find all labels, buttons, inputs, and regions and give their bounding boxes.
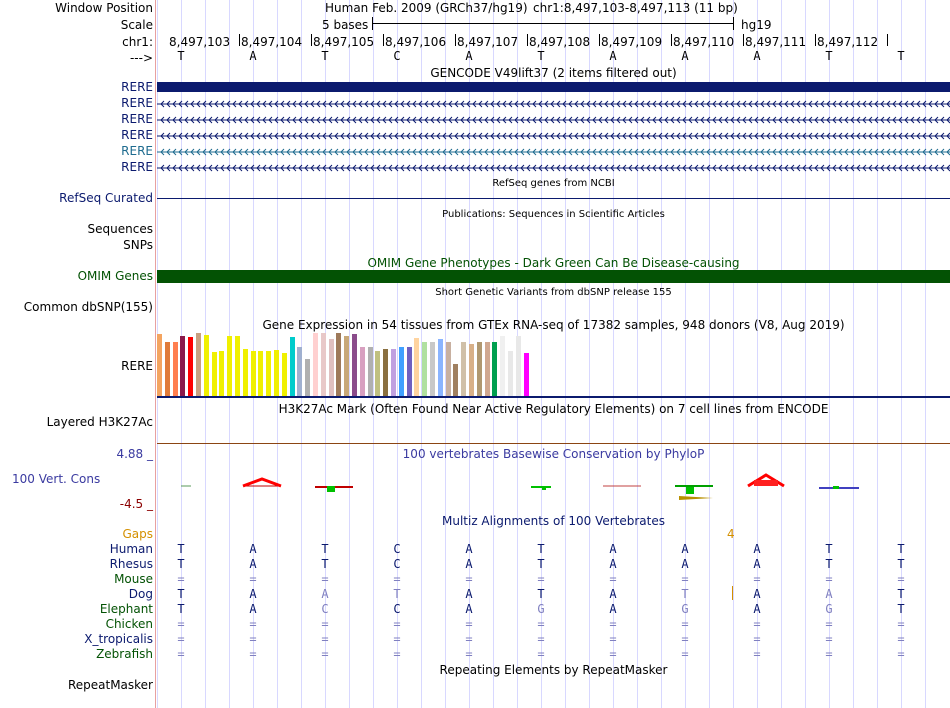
aligned-base: A <box>249 542 257 556</box>
aligned-base: = <box>753 572 761 586</box>
gtex-tissue-bar[interactable] <box>453 364 458 396</box>
reference-base: T <box>537 49 545 63</box>
gtex-tissue-bar[interactable] <box>204 335 209 396</box>
omim-track-label[interactable]: OMIM Genes <box>77 269 153 283</box>
species-label[interactable]: Chicken <box>105 617 153 631</box>
refseq-track-label[interactable]: RefSeq Curated <box>59 191 153 205</box>
reference-base: T <box>177 49 185 63</box>
aligned-base: T <box>537 542 545 556</box>
phylop-track-title: 100 vertebrates Basewise Conservation by PhyloP <box>402 447 705 461</box>
aligned-base: A <box>753 542 761 556</box>
gtex-tissue-bar[interactable] <box>461 342 466 396</box>
aligned-base: A <box>465 602 473 616</box>
aligned-base: = <box>393 632 401 646</box>
gtex-tissue-bar[interactable] <box>360 347 365 396</box>
aligned-base: A <box>681 557 689 571</box>
aligned-base: A <box>321 587 329 601</box>
publications-track-title: Publications: Sequences in Scientific Articles <box>442 209 665 220</box>
gtex-tissue-bar[interactable] <box>157 334 162 396</box>
aligned-base: = <box>321 632 329 646</box>
gtex-tissue-bar[interactable] <box>180 336 185 396</box>
assembly-short-label: hg19 <box>741 18 772 32</box>
species-label[interactable]: Mouse <box>114 572 153 586</box>
gencode-track-title: GENCODE V49lift37 (2 items filtered out) <box>430 66 677 80</box>
species-label[interactable]: Dog <box>128 587 153 601</box>
gtex-tissue-bar[interactable] <box>399 347 404 396</box>
gencode-item-label[interactable]: RERE <box>121 128 153 142</box>
aligned-base: = <box>249 632 257 646</box>
multiz-track-title: Multiz Alignments of 100 Vertebrates <box>441 514 666 528</box>
gtex-tissue-bar[interactable] <box>336 333 341 396</box>
gtex-tissue-bar[interactable] <box>290 337 295 396</box>
aligned-base: = <box>465 632 473 646</box>
aligned-base: = <box>393 617 401 631</box>
species-label[interactable]: Rhesus <box>109 557 153 571</box>
scale-bar <box>372 23 734 24</box>
aligned-base: A <box>825 587 833 601</box>
gencode-item-label[interactable]: RERE <box>121 112 153 126</box>
phylop-track-label[interactable]: 100 Vert. Cons <box>12 472 101 486</box>
aligned-base: = <box>537 647 545 661</box>
aligned-base: = <box>897 632 905 646</box>
aligned-base: = <box>609 632 617 646</box>
coordinate-tick <box>311 34 312 46</box>
aligned-base: = <box>753 632 761 646</box>
aligned-base: = <box>537 572 545 586</box>
gtex-tissue-bar[interactable] <box>235 336 240 396</box>
phylop-plot[interactable] <box>157 470 950 506</box>
gtex-tissue-bar[interactable] <box>266 351 271 396</box>
reference-base: A <box>753 49 761 63</box>
coordinate-tick <box>887 34 888 46</box>
reference-base: A <box>465 49 473 63</box>
gtex-tissue-bar[interactable] <box>391 349 396 396</box>
aligned-base: T <box>321 557 329 571</box>
h3k27ac-track-label[interactable]: Layered H3K27Ac <box>46 415 153 429</box>
coordinate-tick <box>455 34 456 46</box>
aligned-base: A <box>609 557 617 571</box>
gtex-tissue-bar[interactable] <box>305 359 310 396</box>
aligned-base: = <box>465 572 473 586</box>
aligned-base: = <box>681 617 689 631</box>
aligned-base: A <box>753 602 761 616</box>
gencode-item-label[interactable]: RERE <box>121 144 153 158</box>
gtex-tissue-bar[interactable] <box>329 339 334 396</box>
aligned-base: T <box>681 587 689 601</box>
gtex-tissue-bar[interactable] <box>492 342 497 396</box>
aligned-base: C <box>321 602 329 616</box>
coordinate-label: 8,497,105 <box>313 35 375 49</box>
aligned-base: T <box>537 557 545 571</box>
aligned-base: = <box>681 572 689 586</box>
aligned-base: = <box>177 572 185 586</box>
aligned-base: A <box>465 587 473 601</box>
aligned-base: A <box>249 602 257 616</box>
aligned-base: T <box>177 587 185 601</box>
reference-base: T <box>825 49 833 63</box>
gencode-gene-arrows[interactable] <box>157 130 950 140</box>
aligned-base: = <box>465 647 473 661</box>
aligned-base: T <box>825 542 833 556</box>
gtex-tissue-bar[interactable] <box>258 351 263 396</box>
aligned-base: A <box>753 557 761 571</box>
gtex-tissue-bar[interactable] <box>368 347 373 396</box>
gtex-tissue-bar[interactable] <box>352 334 357 396</box>
gencode-gene-arrows[interactable] <box>157 114 950 124</box>
aligned-base: = <box>177 647 185 661</box>
aligned-base: C <box>393 557 401 571</box>
gtex-tissue-bar[interactable] <box>282 353 287 396</box>
gtex-tissue-bar[interactable] <box>430 342 435 396</box>
aligned-base: G <box>825 602 833 616</box>
aligned-base: T <box>393 587 401 601</box>
gtex-expression-bars[interactable] <box>157 333 533 396</box>
position-range: chr1:8,497,103-8,497,113 (11 bp) <box>533 1 738 15</box>
aligned-base: T <box>897 557 905 571</box>
coordinate-label: 8,497,109 <box>601 35 663 49</box>
aligned-base: = <box>177 632 185 646</box>
gtex-tissue-bar[interactable] <box>219 351 224 396</box>
coordinate-label: 8,497,104 <box>241 35 303 49</box>
aligned-base: = <box>681 647 689 661</box>
track-labels-column <box>0 0 155 708</box>
repeatmasker-track-title: Repeating Elements by RepeatMasker <box>439 663 668 677</box>
gencode-item-label[interactable]: RERE <box>121 96 153 110</box>
gtex-tissue-bar[interactable] <box>196 333 201 396</box>
reference-base: A <box>249 49 257 63</box>
coordinate-tick <box>743 34 744 46</box>
aligned-base: A <box>249 587 257 601</box>
gencode-gene-block[interactable] <box>157 82 950 92</box>
gtex-tissue-bar[interactable] <box>524 353 529 396</box>
gtex-tissue-bar[interactable] <box>188 337 193 396</box>
gtex-tissue-bar[interactable] <box>414 338 419 396</box>
aligned-base: = <box>825 647 833 661</box>
aligned-base: G <box>537 602 545 616</box>
aligned-base: T <box>177 602 185 616</box>
scale-label: Scale <box>120 18 153 32</box>
aligned-base: = <box>321 617 329 631</box>
species-label[interactable]: Zebrafish <box>96 647 153 661</box>
gtex-tissue-bar[interactable] <box>446 342 451 396</box>
gencode-item-label[interactable]: RERE <box>121 160 153 174</box>
aligned-base: T <box>537 587 545 601</box>
h3k27ac-track-title: H3K27Ac Mark (Often Found Near Active Regulatory Elements) on 7 cell lines from ENCODE <box>278 402 829 416</box>
reference-base: A <box>681 49 689 63</box>
aligned-base: T <box>177 542 185 556</box>
gtex-tissue-bar[interactable] <box>407 347 412 396</box>
coordinate-tick <box>671 34 672 46</box>
gtex-tissue-bar[interactable] <box>313 333 318 396</box>
coordinate-label: 8,497,110 <box>673 35 735 49</box>
coordinate-label: 8,497,111 <box>745 35 807 49</box>
phylop-min-label: -4.5 _ <box>119 497 153 511</box>
refseq-track-title: RefSeq genes from NCBI <box>492 178 615 189</box>
scale-bar-right-tick <box>733 17 734 30</box>
gtex-tissue-bar[interactable] <box>383 349 388 396</box>
aligned-base: T <box>897 542 905 556</box>
aligned-base: = <box>609 647 617 661</box>
omim-track-title: OMIM Gene Phenotypes - Dark Green Can Be Disease-causing <box>367 256 740 270</box>
aligned-base: = <box>609 617 617 631</box>
gencode-gene-arrows[interactable] <box>157 162 950 172</box>
aligned-base: = <box>393 572 401 586</box>
snps-track-label[interactable]: SNPs <box>123 238 153 252</box>
gtex-tissue-bar[interactable] <box>165 342 170 396</box>
aligned-base: = <box>537 617 545 631</box>
species-label[interactable]: Human <box>109 542 153 556</box>
gtex-tissue-bar[interactable] <box>485 342 490 396</box>
dbsnp-track-title: Short Genetic Variants from dbSNP release 155 <box>435 287 672 298</box>
gtex-tissue-bar[interactable] <box>422 342 427 396</box>
reference-base: A <box>609 49 617 63</box>
gtex-tissue-bar[interactable] <box>516 336 521 396</box>
aligned-base: = <box>249 647 257 661</box>
aligned-base: A <box>753 587 761 601</box>
gtex-tissue-bar[interactable] <box>438 339 443 396</box>
coordinate-label: 8,497,112 <box>817 35 879 49</box>
gtex-tissue-bar[interactable] <box>375 351 380 396</box>
phylop-max-label: 4.88 _ <box>116 447 153 461</box>
gencode-gene-arrows[interactable] <box>157 98 950 108</box>
gtex-baseline <box>157 396 950 398</box>
gencode-item-label[interactable]: RERE <box>121 80 153 94</box>
aligned-base: = <box>177 617 185 631</box>
coordinate-tick <box>239 34 240 46</box>
aligned-base: = <box>465 617 473 631</box>
aligned-base: A <box>681 542 689 556</box>
refseq-gene-line[interactable] <box>157 198 950 199</box>
aligned-base: = <box>249 572 257 586</box>
aligned-base: T <box>897 602 905 616</box>
gap-marker <box>732 586 733 600</box>
gaps-label: Gaps <box>122 527 153 541</box>
coordinate-tick <box>599 34 600 46</box>
aligned-base: T <box>177 557 185 571</box>
gtex-tissue-bar[interactable] <box>508 351 513 396</box>
aligned-base: = <box>825 617 833 631</box>
coordinate-label: 8,497,107 <box>457 35 519 49</box>
aligned-base: = <box>609 572 617 586</box>
track-area[interactable] <box>157 0 950 708</box>
aligned-base: T <box>321 542 329 556</box>
aligned-base: = <box>825 572 833 586</box>
aligned-base: A <box>249 557 257 571</box>
window-position-label: Window Position <box>55 1 153 15</box>
gtex-track-title: Gene Expression in 54 tissues from GTEx RNA-seq of 17382 samples, 948 donors (V8, Aug 2019) <box>262 318 845 332</box>
aligned-base: A <box>609 602 617 616</box>
aligned-base: = <box>393 647 401 661</box>
coordinate-label: 8,497,108 <box>529 35 591 49</box>
omim-gene-block[interactable] <box>157 270 950 283</box>
gtex-tissue-bar[interactable] <box>297 347 302 396</box>
coordinate-tick <box>527 34 528 46</box>
label-separator <box>155 0 156 708</box>
aligned-base: = <box>681 632 689 646</box>
scale-bases-label: 5 bases <box>322 18 369 32</box>
publications-track-label[interactable]: Sequences <box>87 222 153 236</box>
gtex-tissue-bar[interactable] <box>212 352 217 396</box>
species-label[interactable]: Elephant <box>99 602 153 616</box>
chr-label: chr1: <box>122 35 153 49</box>
aligned-base: G <box>681 602 689 616</box>
reference-base: C <box>393 49 401 63</box>
coordinate-tick <box>815 34 816 46</box>
gtex-tissue-bar[interactable] <box>251 351 256 396</box>
species-label[interactable]: X_tropicalis <box>84 632 153 646</box>
aligned-base: = <box>825 632 833 646</box>
aligned-base: A <box>609 587 617 601</box>
aligned-base: = <box>897 647 905 661</box>
gtex-tissue-bar[interactable] <box>321 333 326 396</box>
aligned-base: C <box>393 542 401 556</box>
gtex-tissue-bar[interactable] <box>344 336 349 396</box>
gtex-tissue-bar[interactable] <box>500 336 505 396</box>
coordinate-label: 8,497,103 <box>169 35 231 49</box>
gap-count: 4 <box>727 527 735 541</box>
coordinate-tick <box>383 34 384 46</box>
gtex-tissue-bar[interactable] <box>173 342 178 396</box>
dbsnp-track-label[interactable]: Common dbSNP(155) <box>23 300 153 314</box>
aligned-base: A <box>465 542 473 556</box>
gencode-gene-arrows[interactable] <box>157 146 950 156</box>
aligned-base: = <box>537 632 545 646</box>
gtex-tissue-bar[interactable] <box>274 350 279 396</box>
aligned-base: = <box>321 647 329 661</box>
reference-base: T <box>321 49 329 63</box>
gtex-tissue-bar[interactable] <box>477 342 482 396</box>
aligned-base: = <box>249 617 257 631</box>
aligned-base: = <box>897 572 905 586</box>
aligned-base: A <box>465 557 473 571</box>
gtex-tissue-bar[interactable] <box>227 336 232 396</box>
h3k27ac-baseline <box>157 443 950 444</box>
aligned-base: = <box>753 647 761 661</box>
gtex-track-label[interactable]: RERE <box>121 359 153 373</box>
repeatmasker-track-label[interactable]: RepeatMasker <box>67 678 153 692</box>
gtex-tissue-bar[interactable] <box>469 344 474 396</box>
gtex-tissue-bar[interactable] <box>243 349 248 396</box>
aligned-base: T <box>825 557 833 571</box>
assembly-title: Human Feb. 2009 (GRCh37/hg19) <box>325 1 528 15</box>
aligned-base: T <box>897 587 905 601</box>
coordinate-label: 8,497,106 <box>385 35 447 49</box>
aligned-base: C <box>393 602 401 616</box>
aligned-base: = <box>753 617 761 631</box>
aligned-base: = <box>321 572 329 586</box>
strand-label: ---> <box>129 51 153 65</box>
aligned-base: A <box>609 542 617 556</box>
aligned-base: = <box>897 617 905 631</box>
reference-base: T <box>897 49 905 63</box>
